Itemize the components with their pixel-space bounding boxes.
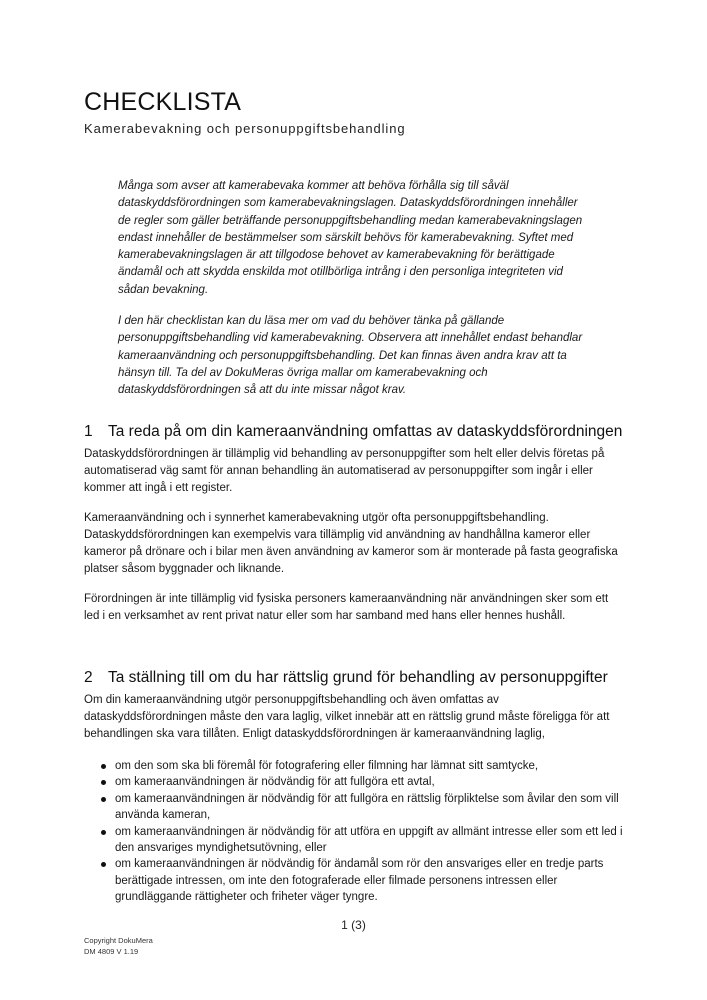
section-heading-1: [84, 423, 622, 441]
bullet-icon: [101, 797, 106, 802]
body-paragraph: Dataskyddsförordningen är tillämplig vid behandling av personuppgifter som helt eller delvis företas på automatiserad väg samt för annan behandling än automatiserad av personuppgifter som ingår i eller kommer att ingå i ett register.: [84, 448, 605, 494]
section-1-body: [84, 446, 624, 638]
page-number: 1 (3): [341, 918, 366, 932]
document-title: CHECKLISTA: [84, 88, 242, 116]
footer-copyright: Copyright DokuMera: [84, 936, 153, 945]
list-item: om kameraanvändningen är nödvändig för ändamål som rör den ansvariges eller en tredje parts berättigade intressen, om inte den fotograferade eller filmade personens intressen eller grundläggande rättigheter och friheter väger tyngre.: [84, 856, 624, 905]
bullet-icon: [101, 862, 106, 867]
section-2-body: [84, 692, 624, 756]
list-item: om kameraanvändningen är nödvändig för att fullgöra en rättslig förpliktelse som åvilar den som vill använda kameran,: [84, 791, 624, 824]
section-number: 2: [84, 669, 93, 686]
bullet-icon: [101, 764, 106, 769]
intro-text: [118, 178, 588, 414]
bullet-icon: [101, 780, 106, 785]
section-heading-2: [84, 669, 608, 687]
body-paragraph: Förordningen är inte tillämplig vid fysiska personers kameraanvändning när användningen sker som ett led i en verksamhet av rent privat natur eller som har samband med hans eller hennes hushåll.: [84, 593, 609, 622]
bullet-icon: [101, 830, 106, 835]
section-heading-text: Ta reda på om din kameraanvändning omfattas av dataskyddsförordningen: [108, 423, 623, 440]
body-paragraph: Kameraanvändning och i synnerhet kamerabevakning utgör ofta personuppgiftsbehandling. Dataskyddsförordningen kan exempelvis vara tillämplig vid användning av handhållna kameror eller kameror på drönare och i bilar men även användning av kameror som är monterade på fasta geografiska platser såsom byggnader och liknande.: [84, 512, 618, 575]
section-heading-text: Ta ställning till om du har rättslig grund för behandling av personuppgifter: [108, 669, 608, 686]
list-item: om kameraanvändningen är nödvändig för att utföra en uppgift av allmänt intresse eller som ett led i den ansvariges myndighetsutövning, eller: [84, 824, 624, 857]
list-item: om kameraanvändningen är nödvändig för att fullgöra ett avtal,: [84, 774, 624, 790]
document-subtitle: Kamerabevakning och personuppgiftsbehandling: [84, 121, 406, 136]
legal-basis-list: [84, 758, 624, 906]
intro-paragraph: I den här checklistan kan du läsa mer om vad du behöver tänka på gällande personuppgiftsbehandling vid kamerabevakning. Observera att innehållet endast behandlar kameraanvändning och personuppgiftsbehandling. Det kan finnas även andra krav att ta hänsyn till. Ta del av DokuMeras övriga mallar om kamerabevakning och dataskyddsförordningen så att du inte missar något krav.: [118, 315, 583, 397]
footer-doc-id: DM 4809 V 1.19: [84, 946, 139, 956]
footer: [84, 936, 153, 957]
intro-paragraph: Många som avser att kamerabevaka kommer att behöva förhålla sig till såväl dataskyddsförordningen som kamerabevakningslagen. Dataskyddsförordningen innehåller de regler som gäller beträffande personuppgiftsbehandling medan kamerabevakningslagen endast innehåller de bestämmelser som särskilt behövs för kamerabevakning. Syftet med kamerabevakningslagen är att tillgodose behovet av kamerabevakning för berättigade ändamål och att skydda enskilda mot otillbörliga intrång i den personliga integriteten vid sådan bevakning.: [118, 180, 583, 296]
section-number: 1: [84, 423, 93, 440]
list-item: om den som ska bli föremål för fotografering eller filmning har lämnat sitt samtycke,: [84, 758, 624, 774]
body-paragraph: Om din kameraanvändning utgör personuppgiftsbehandling och även omfattas av dataskyddsförordningen måste den vara laglig, vilket innebär att en rättslig grund måste föreligga för att behandlingen ska vara tillåten. Enligt dataskyddsförordningen är kameraanvändning laglig,: [84, 694, 610, 740]
